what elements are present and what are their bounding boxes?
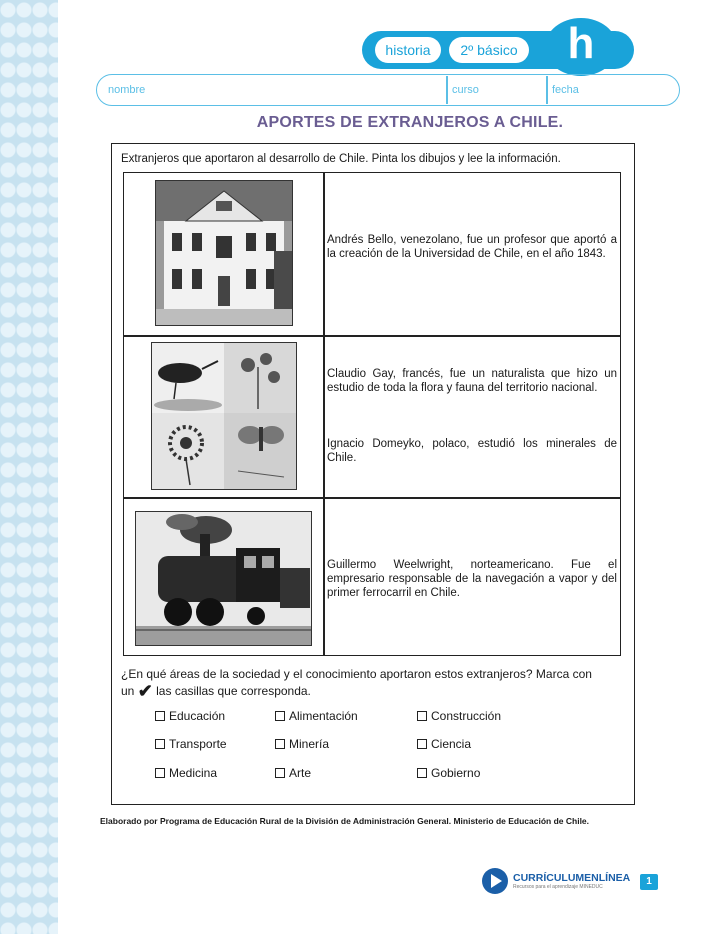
field-divider (446, 76, 448, 104)
checkbox[interactable] (275, 739, 285, 749)
andres-bello-text: Andrés Bello, venezolano, fue un profesor que aportó a la creación de la Universidad de Chile, en el año 1843. (327, 234, 617, 260)
checkbox[interactable] (155, 768, 165, 778)
student-info-bar (96, 74, 680, 106)
checkbox[interactable] (275, 768, 285, 778)
side-pattern-decoration (0, 0, 62, 934)
locomotive-illustration-icon (136, 512, 311, 645)
option-gobierno[interactable] (417, 766, 480, 780)
option-alimentacion[interactable] (275, 709, 358, 723)
course-field-label[interactable]: curso (452, 84, 479, 96)
question-suffix: las casillas que corresponda. (156, 684, 311, 698)
flora-fauna-illustration (151, 342, 297, 490)
flora-fauna-drawing-icon (152, 343, 296, 489)
logo-h: h (545, 18, 617, 76)
steam-locomotive-photo (135, 511, 312, 646)
checkbox[interactable] (417, 711, 427, 721)
claudio-gay-text: Claudio Gay, francés, fue un naturalista que hizo un estudio de toda la flora y fauna del territorio nacional. (327, 368, 617, 394)
checkbox[interactable] (417, 739, 427, 749)
play-arrow-icon (482, 868, 508, 894)
checkbox[interactable] (275, 711, 285, 721)
option-label: Arte (289, 766, 312, 780)
option-label: Transporte (169, 737, 227, 751)
option-arte[interactable] (275, 766, 311, 780)
building-illustration-icon (156, 181, 292, 325)
guillermo-weelwright-text: Guillermo Weelwright, norteamericano. Fue el empresario responsable de la navegación a vapor y del primer ferrocarril en Chile. (327, 559, 617, 599)
brand-tagline: Recursos para el aprendizaje MINEDUC (513, 883, 603, 890)
option-label: Medicina (169, 766, 218, 780)
ignacio-domeyko-text: Ignacio Domeyko, polaco, estudió los minerales de Chile. (327, 438, 617, 464)
checkbox[interactable] (155, 711, 165, 721)
page-number: 1 (640, 874, 658, 890)
option-medicina[interactable] (155, 766, 217, 780)
option-label: Gobierno (431, 766, 481, 780)
date-field-label[interactable]: fecha (552, 84, 579, 96)
option-transporte[interactable] (155, 737, 227, 751)
option-label: Ciencia (431, 737, 472, 751)
name-field-label[interactable]: nombre (108, 84, 146, 96)
instructions: Extranjeros que aportaron al desarrollo de Chile. Pinta los dibujos y lee la información. (121, 153, 561, 165)
option-label: Minería (289, 737, 330, 751)
grade-tag: 2º básico (449, 37, 529, 63)
field-divider (546, 76, 548, 104)
option-mineria[interactable] (275, 737, 329, 751)
checkbox[interactable] (417, 768, 427, 778)
question-text (121, 666, 626, 700)
question-prefix: un (121, 684, 135, 698)
subject-tag: historia (375, 37, 441, 63)
worksheet-title: APORTES DE EXTRANJEROS A CHILE. (256, 114, 564, 131)
question-line-2 (121, 683, 626, 700)
universidad-building-photo (155, 180, 293, 326)
option-label: Alimentación (289, 709, 358, 723)
option-construccion[interactable] (417, 709, 501, 723)
option-label: Construcción (431, 709, 502, 723)
brand-name: CURRÍCULUMENLÍNEA (513, 871, 631, 884)
question-line-1: ¿En qué áreas de la sociedad y el conocimiento aportaron estos extranjeros? Marca con (121, 667, 592, 681)
option-label: Educación (169, 709, 226, 723)
checkmark-icon: ✔ (137, 681, 153, 701)
option-ciencia[interactable] (417, 737, 471, 751)
curriculum-logo[interactable] (482, 868, 630, 894)
checkbox[interactable] (155, 739, 165, 749)
footer-credit: Elaborado por Programa de Educación Rural de la División de Administración General. Ministerio de Educación de Chile. (100, 816, 590, 826)
option-educacion[interactable] (155, 709, 225, 723)
